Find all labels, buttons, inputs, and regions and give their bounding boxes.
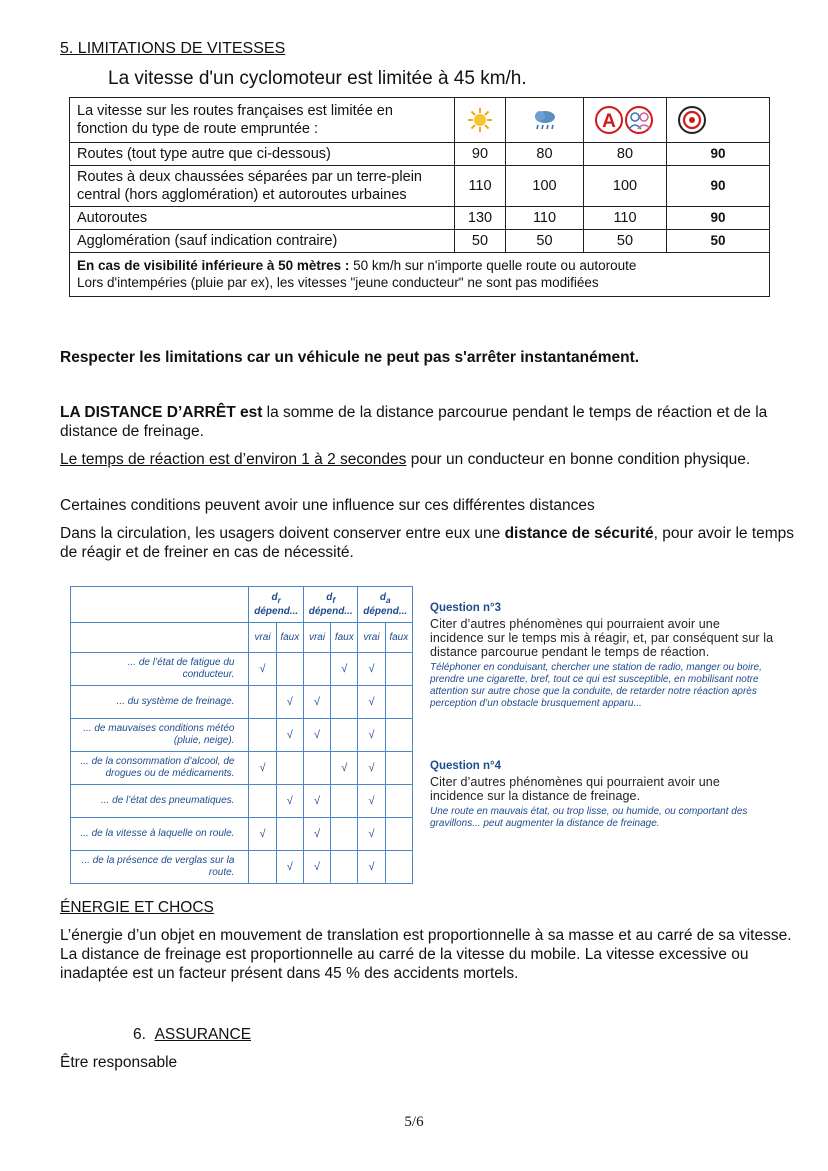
check-cell [385,785,412,818]
row-label: Routes à deux chaussées séparées par un terre-plein central (hors agglomération) et autoroutes urbaines [70,166,455,207]
faux-label: faux [385,623,412,653]
speed-value: 50 [455,230,506,253]
moped-speed-line: La vitesse d'un cyclomoteur est limitée à 45 km/h. [108,68,527,89]
check-cell: √ [276,785,303,818]
reaction-underlined: Le temps de réaction est d’environ 1 à 2 secondes [60,451,407,468]
speed-value: 90 [667,207,770,230]
table-row [71,719,413,752]
empty-corner [71,623,249,653]
page-number: 5/6 [404,1114,424,1130]
faux-label: faux [276,623,303,653]
check-cell [331,851,358,884]
check-cell: √ [249,653,276,686]
check-cell: √ [303,851,330,884]
section-6-title: ASSURANCE [154,1026,252,1043]
check-cell: √ [358,752,385,785]
speed-value: 110 [584,207,667,230]
empty-corner [71,587,249,623]
da-header: $d_a$ dépend... [358,587,413,623]
table-note [70,253,770,297]
check-cell: √ [358,818,385,851]
row-label: Agglomération (sauf indication contraire) [70,230,455,253]
check-cell: √ [303,686,330,719]
reaction-time-paragraph [60,450,800,469]
check-cell: √ [358,851,385,884]
table-row [71,653,413,686]
question-4-title: Question n°4 [430,760,502,772]
check-cell [303,653,330,686]
phenomenon-label: ... du système de freinage. [71,686,249,719]
table-row [71,785,413,818]
check-cell: √ [358,785,385,818]
check-cell [385,851,412,884]
speed-value: 90 [667,166,770,207]
conditions-paragraph: Certaines conditions peuvent avoir une influence sur ces différentes distances [60,497,595,514]
table-row [71,818,413,851]
sun-icon [455,98,506,143]
check-cell [276,818,303,851]
check-cell [276,752,303,785]
check-cell [249,785,276,818]
check-cell [249,851,276,884]
question-3-text: Citer d’autres phénomènes qui pourraient avoir une incidence sur le temps mis à réagir, et, par conséquent sur la distance parcourue pendant le temps de réaction. [430,617,774,659]
note-bold: En cas de visibilité inférieure à 50 mètres : [77,258,350,273]
phenomenon-label: ... de mauvaises conditions météo (pluie, neige). [71,719,249,752]
energy-text: L’énergie d’un objet en mouvement de translation est proportionnelle à sa masse et au carré de sa vitesse. La distance de freinage est proportionnelle au carré de la vitesse du mobile. La vitesse excessive ou inadaptée est un facteur présent dans 45 % des accidents mortels. [60,927,792,982]
stopping-bold: LA DISTANCE D’ARRÊT est [60,404,263,421]
check-cell: √ [331,653,358,686]
note-rest: 50 km/h sur n'importe quelle route ou autoroute [349,258,637,273]
check-cell [331,719,358,752]
check-cell [385,719,412,752]
speed-value: 80 [506,143,584,166]
check-cell: √ [249,752,276,785]
section-6-heading [133,1026,251,1044]
row-label: Autoroutes [70,207,455,230]
speed-value: 50 [584,230,667,253]
rain-icon [506,98,584,143]
speed-value: 100 [506,166,584,207]
check-cell: √ [358,653,385,686]
check-cell: √ [303,785,330,818]
check-cell: √ [303,719,330,752]
check-cell [385,653,412,686]
faux-label: faux [331,623,358,653]
question-4-text: Citer d’autres phénomènes qui pourraient avoir une incidence sur la distance de freinage. [430,775,720,803]
safety-bold: distance de sécurité [504,525,654,542]
phenomenon-label: ... de la présence de verglas sur la route. [71,851,249,884]
check-cell [331,686,358,719]
table-row [71,851,413,884]
stopping-distance-paragraph [60,403,800,441]
reaction-rest: pour un conducteur en bonne condition physique. [406,451,751,468]
vrai-label: vrai [358,623,385,653]
df-header: $d_f$ dépend... [303,587,358,623]
phenomenon-label: ... de la vitesse à laquelle on roule. [71,818,249,851]
table-header-text: La vitesse sur les routes françaises est limitée en fonction du type de route empruntée : [70,98,455,143]
check-cell [303,752,330,785]
speed-value: 90 [455,143,506,166]
speed-value: 90 [667,143,770,166]
dr-header: $d_r$ dépend... [249,587,304,623]
table-row [71,686,413,719]
speed-value: 110 [506,207,584,230]
question-4-answer: Une route en mauvais état, ou trop lisse, ou humide, ou comportant des gravillons... peut augmenter la distance de freinage. [430,806,748,829]
check-cell: √ [358,719,385,752]
energy-title: ÉNERGIE ET CHOCS [60,899,214,916]
table-row [70,230,770,253]
phenomenon-label: ... de la consommation d’alcool, de drogues ou de médicaments. [71,752,249,785]
section-6-subtitle: Être responsable [60,1054,178,1071]
safety-b: , pour avoir le temps de réagir et de freiner en cas de nécessité. [60,525,795,561]
question-3-title: Question n°3 [430,602,502,614]
speed-value: 100 [584,166,667,207]
table-row [70,166,770,207]
check-cell [385,752,412,785]
speed-value: 110 [455,166,506,207]
speed-value: 130 [455,207,506,230]
check-cell: √ [276,851,303,884]
check-cell: √ [331,752,358,785]
speed-value: 80 [584,143,667,166]
row-label: Routes (tout type autre que ci-dessous) [70,143,455,166]
table-row [71,752,413,785]
note-line2: Lors d'intempéries (pluie par ex), les vitesses "jeune conducteur" ne sont pas modifiées [77,275,599,290]
dependency-table [70,586,413,884]
vrai-label: vrai [249,623,276,653]
svg-text:A: A [602,111,616,132]
phenomenon-label: ... de l’état de fatigue du conducteur. [71,653,249,686]
table-row [70,207,770,230]
check-cell [331,785,358,818]
speed-value: 50 [667,230,770,253]
stopping-rest: la somme de la distance parcourue pendant le temps de réaction et de la distance de freinage. [60,404,768,440]
speed-limit-icon [667,98,770,143]
check-cell: √ [276,686,303,719]
speed-limits-table [69,97,770,297]
check-cell [249,719,276,752]
speed-value: 50 [506,230,584,253]
section-title: 5. LIMITATIONS DE VITESSES [60,40,286,57]
check-cell [276,653,303,686]
check-cell: √ [303,818,330,851]
vrai-label: vrai [303,623,330,653]
respect-line: Respecter les limitations car un véhicule ne peut pas s'arrêter instantanément. [60,349,640,366]
safety-distance-paragraph [60,524,800,562]
check-cell [385,686,412,719]
phenomenon-label: ... de l’état des pneumatiques. [71,785,249,818]
young-driver-icon [584,98,667,143]
safety-a: Dans la circulation, les usagers doivent conserver entre eux une [60,525,505,542]
check-cell [331,818,358,851]
section-6-number: 6. [133,1026,146,1043]
question-3-answer: Téléphoner en conduisant, chercher une station de radio, manger ou boire, prendre une cigarette, bref, tout ce qui est susceptible, en mobilisant notre attention sur autre chose que la conduite, de retarder notre réaction après perception d’un obstacle brusquement apparu... [430,662,762,709]
check-cell: √ [358,686,385,719]
table-row [70,143,770,166]
check-cell: √ [249,818,276,851]
check-cell: √ [276,719,303,752]
check-cell [249,686,276,719]
check-cell [385,818,412,851]
